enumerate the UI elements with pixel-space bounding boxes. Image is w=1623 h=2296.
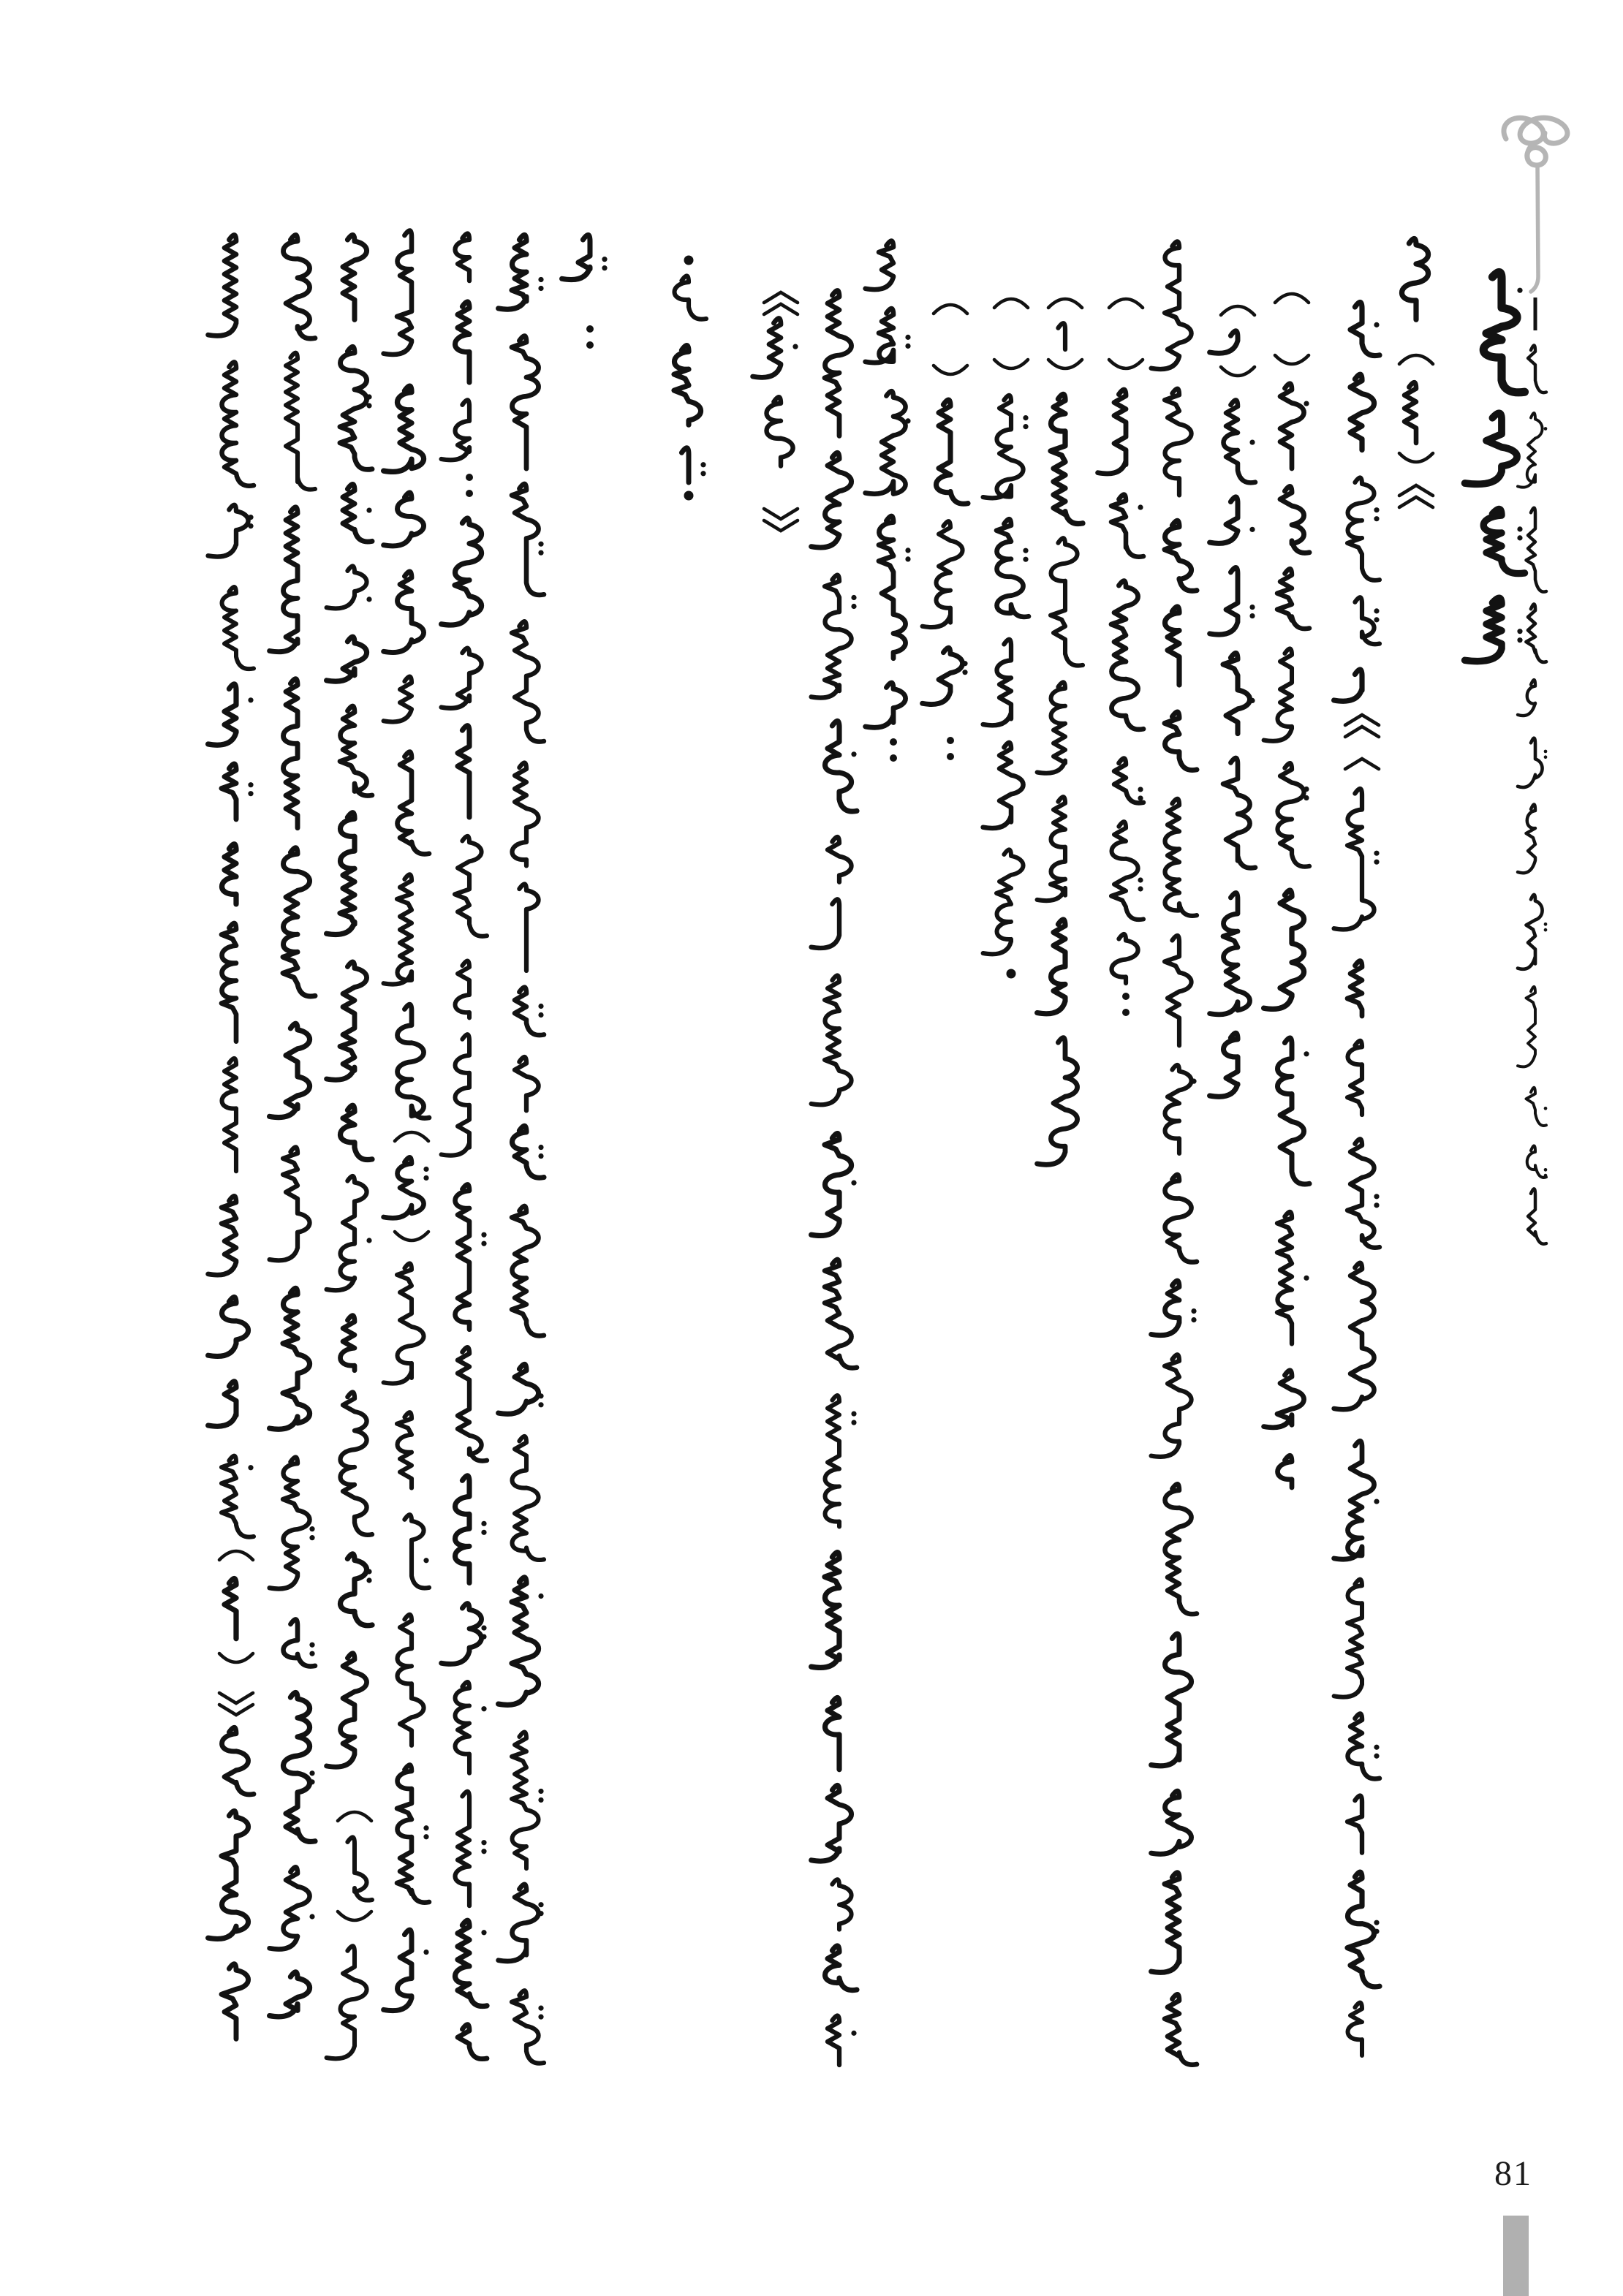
text-column	[674, 256, 706, 501]
text-column	[442, 233, 487, 2058]
running-header-column	[1518, 298, 1547, 1244]
text-column	[753, 292, 798, 531]
text-column	[1037, 299, 1083, 1164]
text-column	[1210, 306, 1255, 1096]
section-title-column	[1465, 272, 1525, 661]
text-column	[562, 235, 608, 349]
text-column	[1098, 299, 1143, 1016]
text-column	[812, 290, 857, 2065]
text-column	[866, 240, 911, 762]
text-column	[1334, 302, 1380, 2056]
text-column	[1151, 241, 1197, 2064]
text-column	[208, 235, 254, 2039]
text-column	[1399, 238, 1433, 507]
text-column	[983, 299, 1029, 979]
text-column	[499, 235, 544, 2063]
text-column	[327, 235, 372, 2058]
text-column	[270, 235, 315, 2016]
ornament-flourish-icon	[1504, 118, 1567, 292]
text-column	[384, 230, 429, 2010]
page-number: 81	[1494, 2154, 1532, 2193]
page-edge-tab	[1503, 2216, 1529, 2296]
text-column	[923, 305, 968, 760]
text-column	[1264, 294, 1309, 1488]
